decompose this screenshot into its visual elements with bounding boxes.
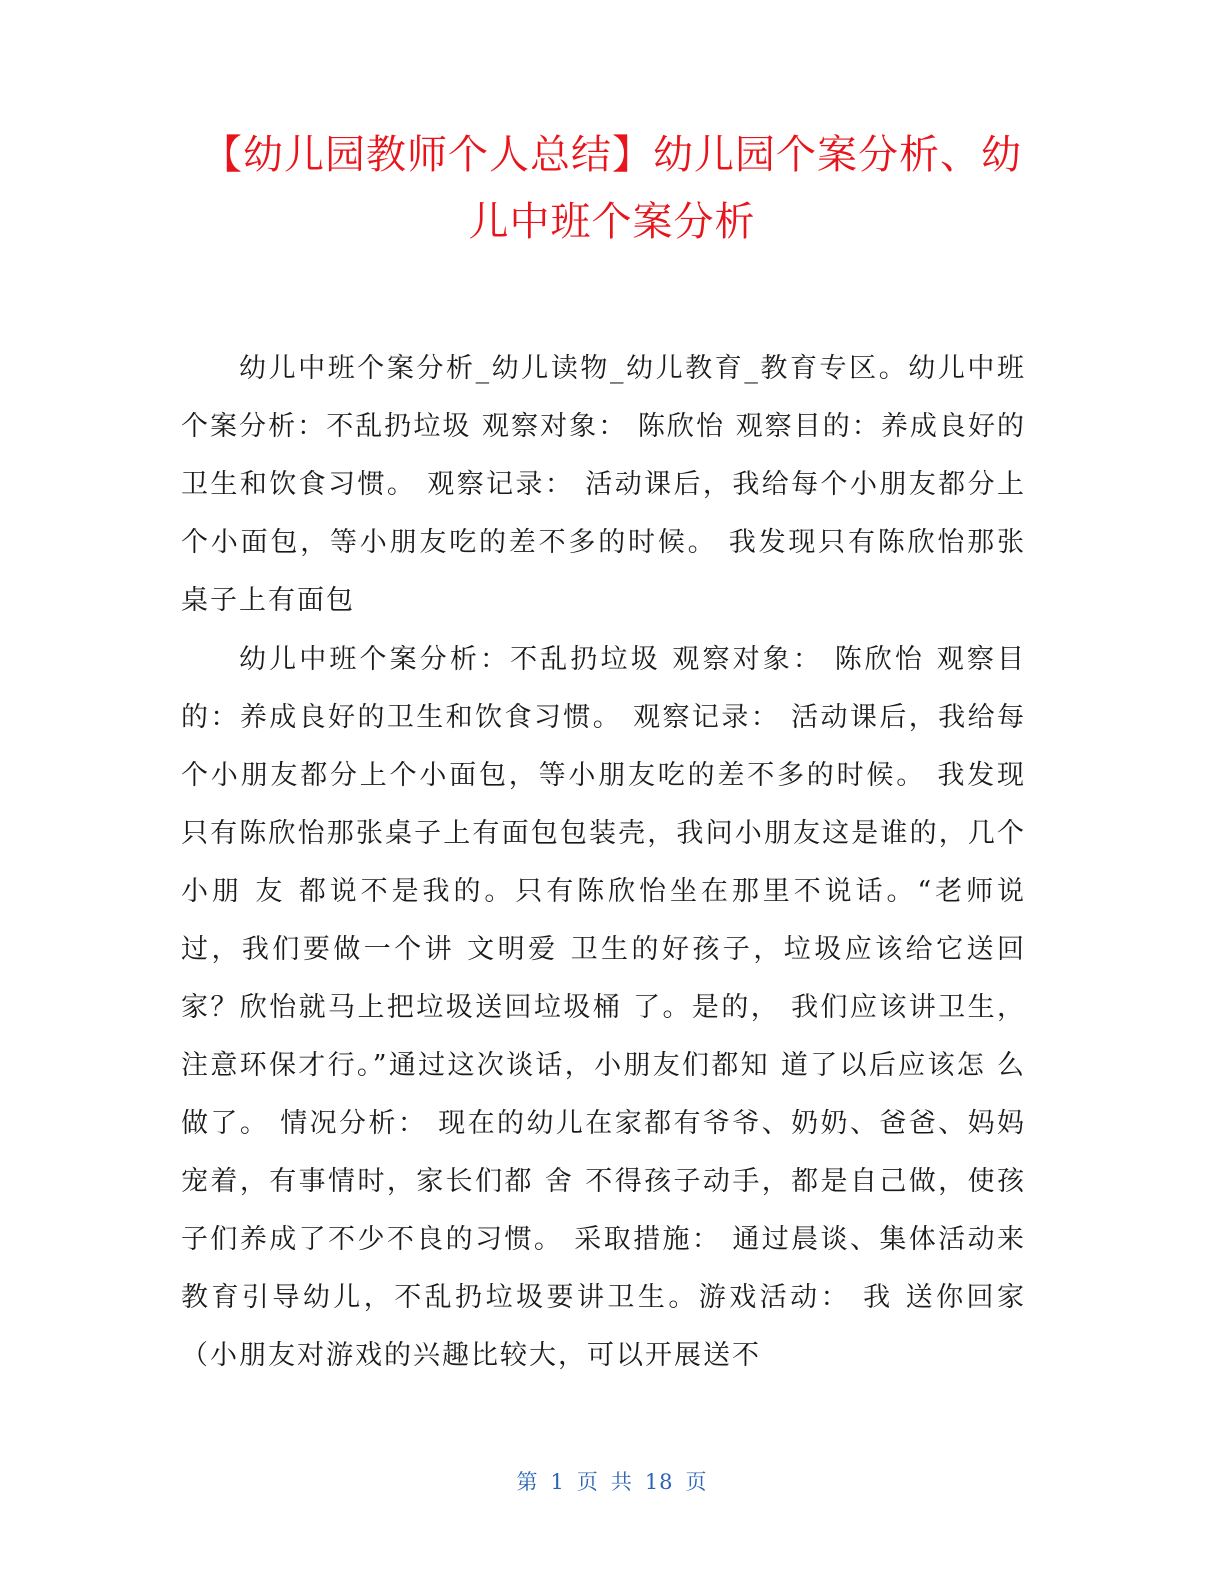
document-title bbox=[160, 122, 1064, 256]
paragraph: 幼儿中班个案分析_幼儿读物_幼儿教育_教育专区。幼儿中班个案分析：不乱扔垃圾 观察对象： 陈欣怡 观察目的：养成良好的卫生和饮食习惯。 观察记录： 活动课后，我给每个小朋友都分上个小面包，等小朋友吃的差不多的时候。 我发现只有陈欣怡那张桌子上有面包 bbox=[181, 353, 1026, 616]
page-total: 18 bbox=[644, 1470, 674, 1494]
page-total-prefix: 共 bbox=[610, 1470, 633, 1494]
title-line-1: 【幼儿园教师个人总结】幼儿园个案分析、幼 bbox=[202, 132, 1022, 178]
paragraph: 幼儿中班个案分析：不乱扔垃圾 观察对象： 陈欣怡 观察目的：养成良好的卫生和饮食习惯。 观察记录： 活动课后，我给每个小朋友都分上个小面包，等小朋友吃的差不多的时候。 我发现只有陈欣怡那张桌子上有面包包装壳，我问小朋友这是谁的，几个小朋 友 都说不是我的。只有陈欣怡坐在那里不说话。“老师说过，我们要做一个讲 文明爱 卫生的好孩子，垃圾应该给它送回家？欣怡就马上把垃圾送回垃圾桶 了。是的， 我们应该讲卫生，注意环保才行。”通过这次谈话，小朋友们都知 道了以后应该怎 么做了。 情况分析： 现在的幼儿在家都有爷爷、奶奶、爸爸、妈妈宠着，有事情时，家长们都 舍 不得孩子动手，都是自己做，使孩子们养成了不少不良的习惯。 采取措施： 通过晨谈、集体活动来教育引导幼儿，不乱扔垃圾要讲卫生。游戏活动： 我 送你回家 （小朋友对游戏的兴趣比较大，可以开展送不 bbox=[181, 644, 1026, 1371]
page-total-unit: 页 bbox=[685, 1470, 708, 1494]
document-body bbox=[181, 340, 1026, 1386]
page-number: 1 bbox=[550, 1470, 565, 1494]
title-line-2: 儿中班个案分析 bbox=[468, 199, 756, 245]
page-footer bbox=[0, 1466, 1224, 1496]
page-prefix: 第 bbox=[516, 1470, 539, 1494]
page-unit: 页 bbox=[576, 1470, 599, 1494]
